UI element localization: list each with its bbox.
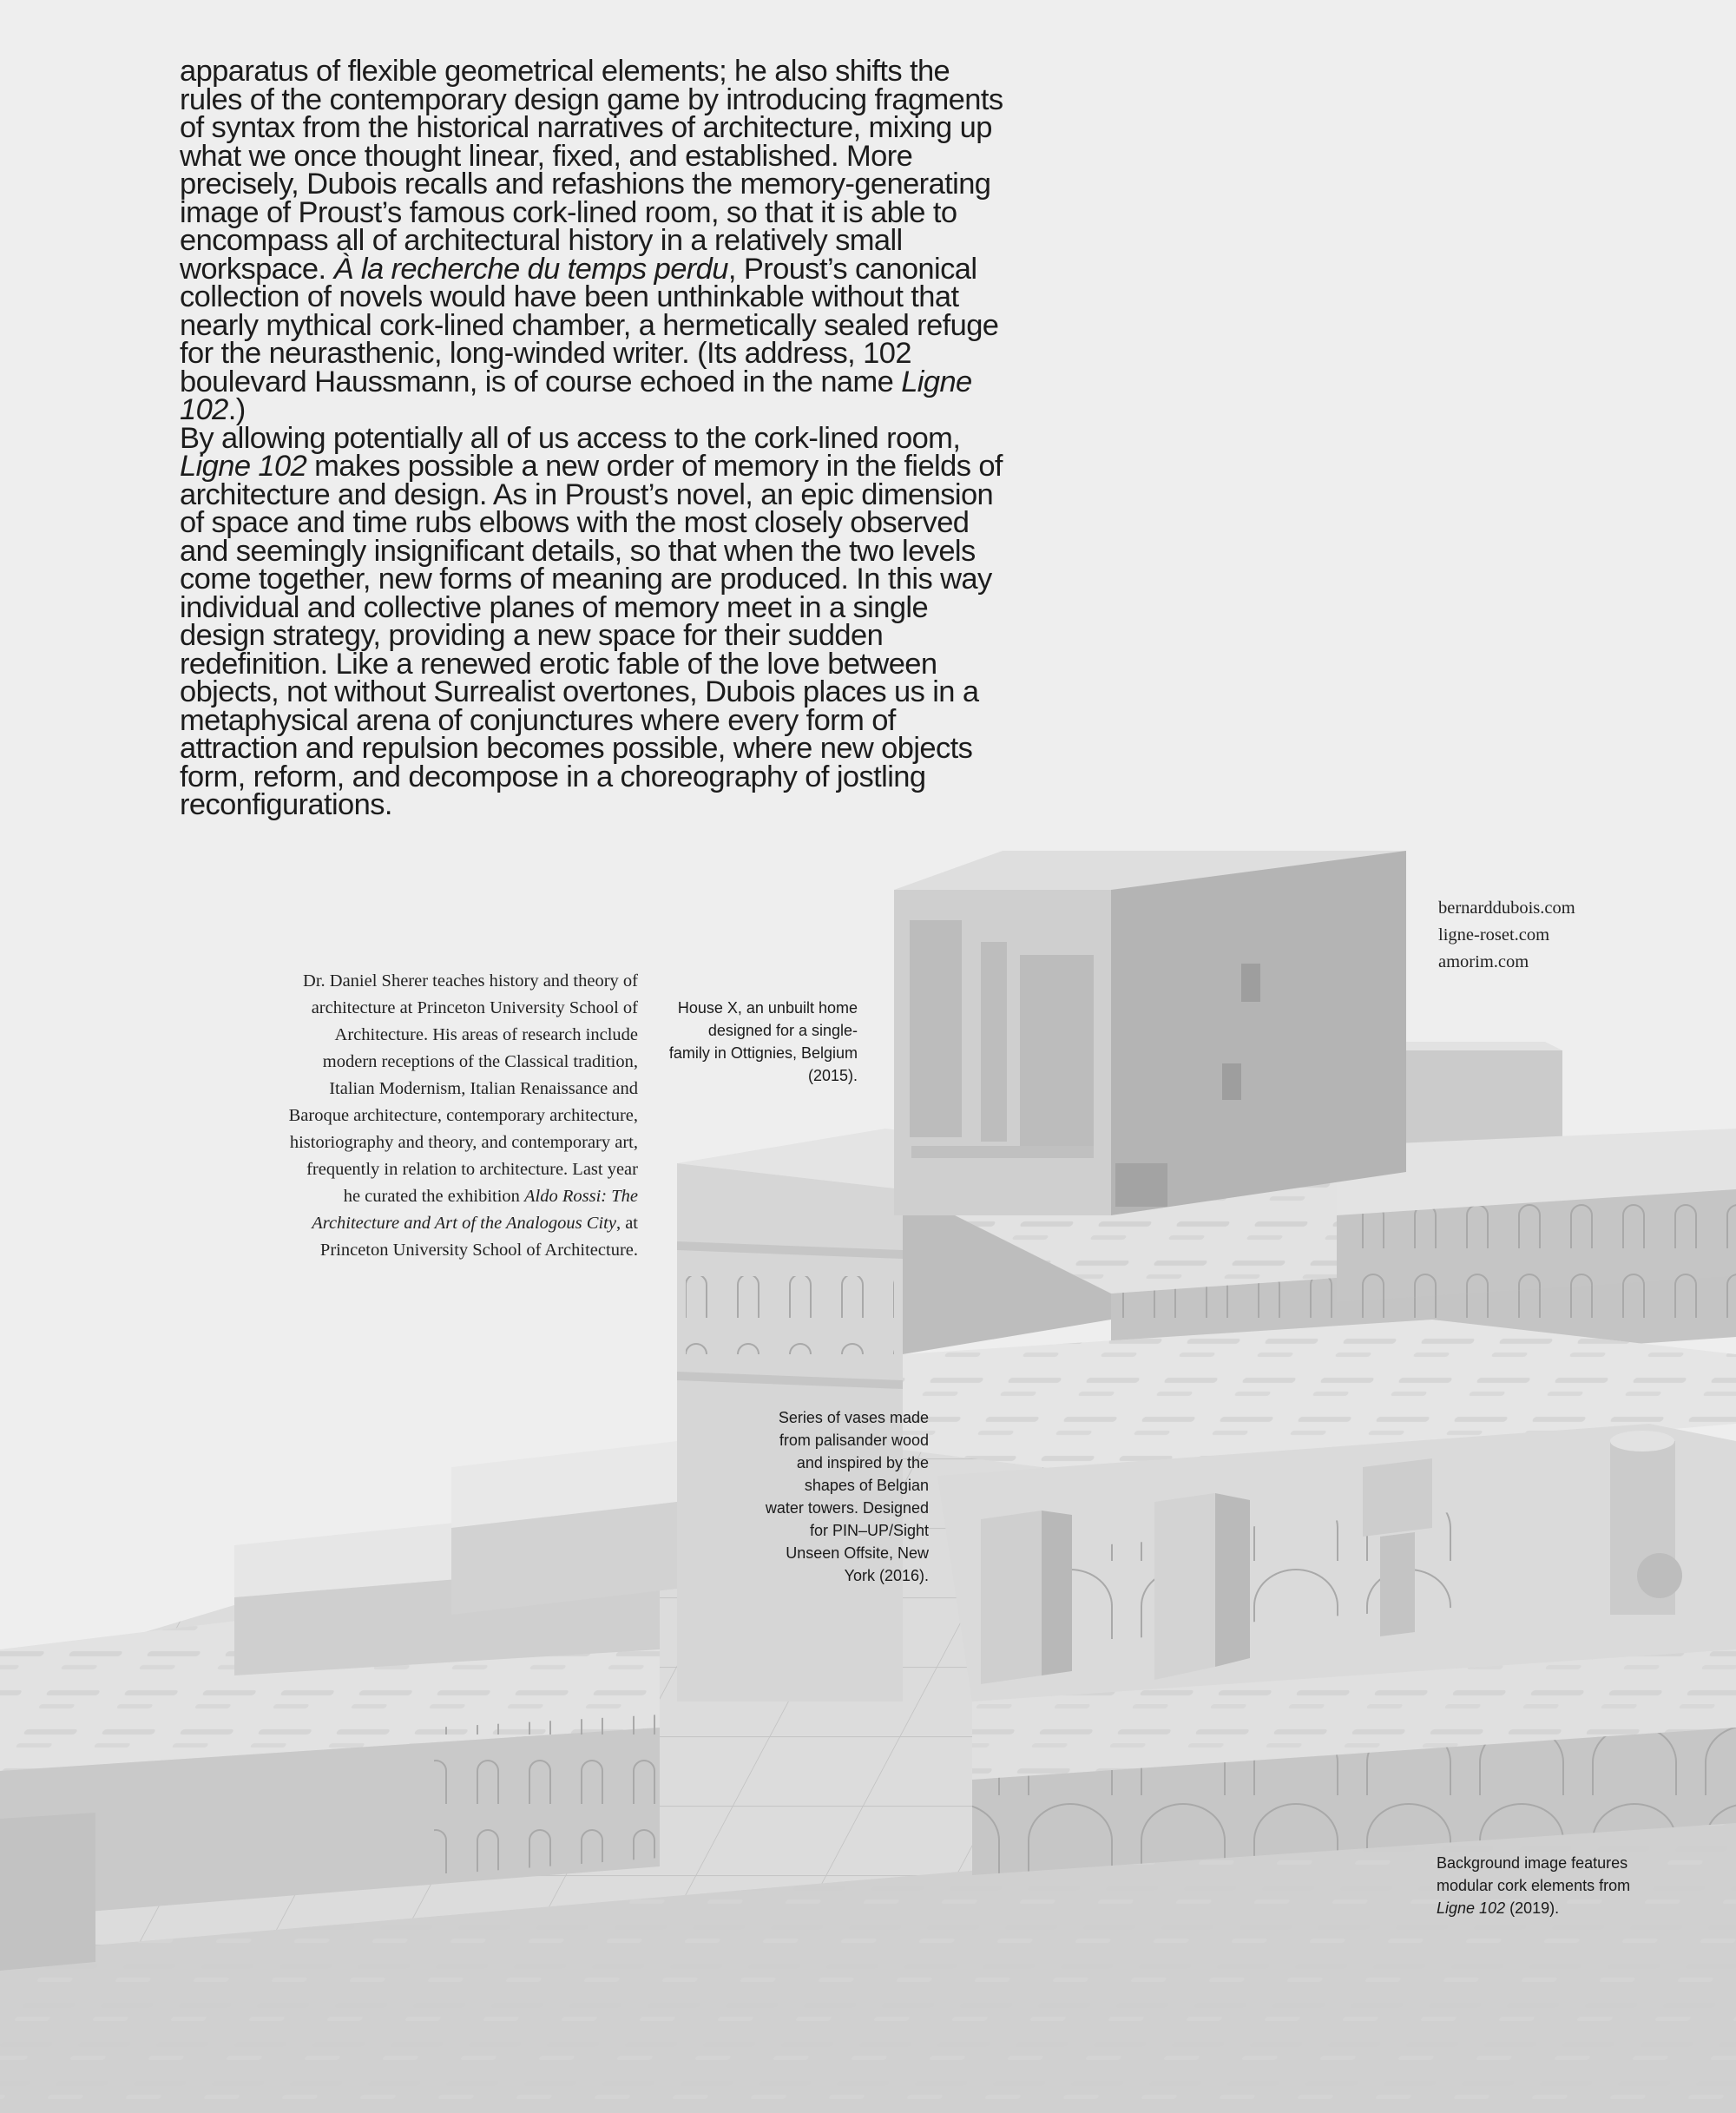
- article-body: [180, 57, 1013, 820]
- link-amorim[interactable]: amorim.com: [1438, 952, 1529, 971]
- caption-background-image: Background image features modular cork elements from Ligne 102 (2019).: [1437, 1854, 1631, 1917]
- caption-vases: Series of vases made from palisander wood and inspired by the shapes of Belgian water towers. Designed for PIN–UP/Sight Unseen Offsite, New York (2016).: [765, 1409, 929, 1584]
- caption-house-x: House X, an unbuilt home designed for a single-family in Ottignies, Belgium (2015).: [668, 999, 858, 1084]
- website-links: [1438, 895, 1664, 976]
- link-ligne-roset[interactable]: ligne-roset.com: [1438, 925, 1550, 945]
- link-bernarddubois[interactable]: bernarddubois.com: [1438, 899, 1575, 918]
- body-paragraph-2: By allowing potentially all of us access to the cork-lined room, Ligne 102 makes possible a new order of memory in the fields of architecture and design. As in Proust’s novel, an epic dimension of space and time rubs elbows with the most closely observed and seemingly insignificant details, so that when the two levels come together, new forms of meaning are produced. In this way individual and collective planes of memory meet in a single design strategy, providing a new space for their sudden redefinition. Like a renewed erotic fable of the love between objects, not without Surrealist overtones, Dubois places us in a metaphysical arena of conjunctures where every form of attraction and repulsion becomes possible, where new objects form, reform, and decompose in a choreography of jostling reconfigurations.: [180, 421, 1003, 821]
- body-paragraph-1: apparatus of flexible geometrical elements; he also shifts the rules of the contemporary design game by introducing fragments of syntax from the historical narratives of architecture, mixing up what we once thought linear, fixed, and established. More precisely, Dubois recalls and refashions the memory-generating image of Proust’s famous cork-lined room, so that it is able to encompass all of architectural history in a relatively small workspace. À la recherche du temps perdu, Proust’s canonical collection of novels would have been unthinkable without that nearly mythical cork-lined chamber, a hermetically sealed refuge for the neurasthenic, long-winded writer. (Its address, 102 boulevard Haussmann, is of course echoed in the name Ligne 102.): [180, 55, 1003, 426]
- author-bio: Dr. Daniel Sherer teaches history and theory of architecture at Princeton University School of Architecture. His areas of research include modern receptions of the Classical tradition, Italian Modernism, Italian Renaissance and Baroque architecture, contemporary architecture, historiography and theory, and contemporary art, frequently in relation to architecture. Last year he curated the exhibition Aldo Rossi: The Architecture and Art of the Analogous City, at Princeton University School of Architecture.: [288, 971, 638, 1260]
